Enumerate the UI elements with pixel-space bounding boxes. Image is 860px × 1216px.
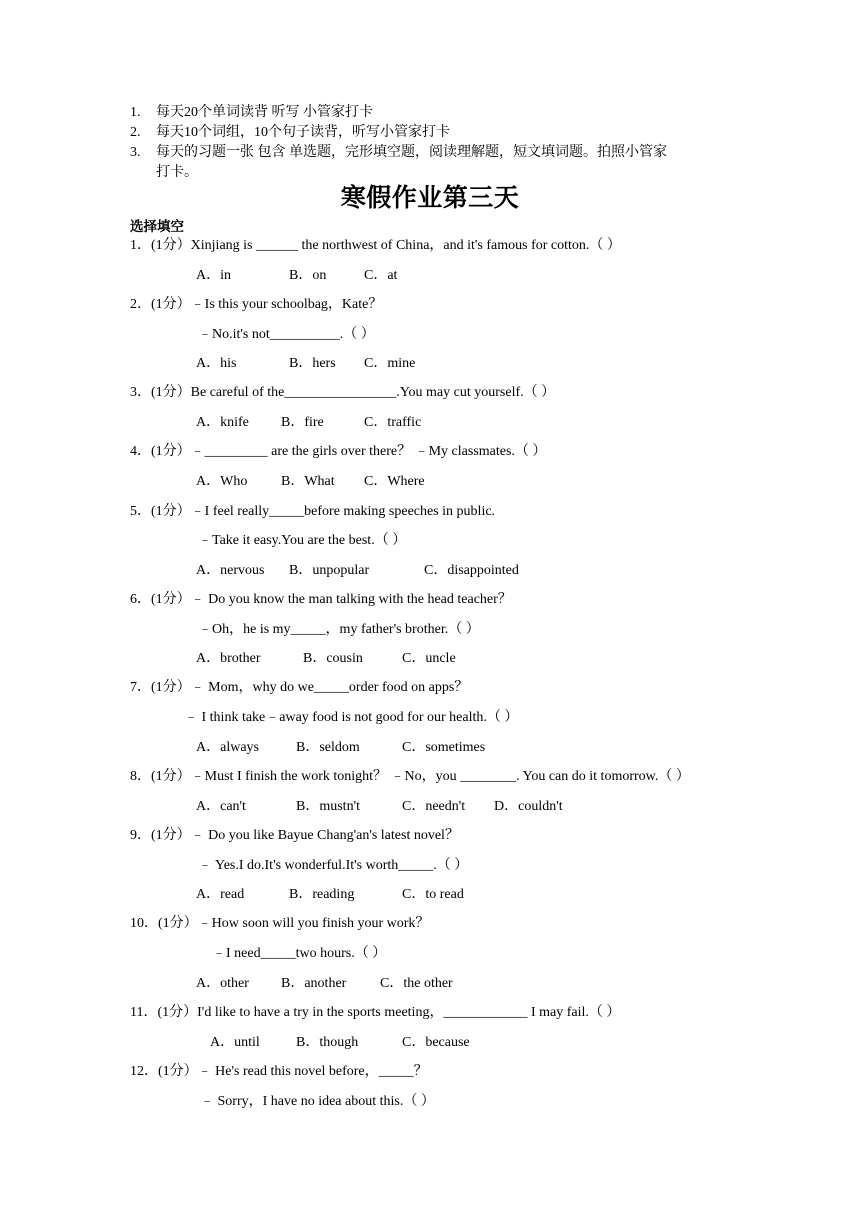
- option-c: C．sometimes: [402, 740, 486, 755]
- question-4-stem: 4．(1分）﹣_________ are the girls over there？ ﹣My classmates.（ ）: [130, 444, 547, 459]
- option-b: B．What: [281, 474, 335, 489]
- question-2-stem: 2．(1分）﹣Is this your schoolbag，Kate？: [130, 297, 383, 312]
- option-b: B．fire: [281, 415, 324, 430]
- option-c: C．traffic: [364, 415, 422, 430]
- option-a: A．brother: [196, 651, 261, 666]
- option-a: A．always: [196, 740, 259, 755]
- option-c: C．at: [364, 268, 398, 283]
- question-12-stem: 12．(1分）﹣ He's read this novel before，_____？: [130, 1064, 428, 1079]
- option-c: C．the other: [380, 976, 453, 991]
- option-b: B．reading: [289, 887, 355, 902]
- option-a: A．can't: [196, 799, 246, 814]
- question-3-stem: 3．(1分）Be careful of the________________.You may cut yourself.（ ）: [130, 385, 556, 400]
- option-a: A．his: [196, 356, 237, 371]
- intro-item-text: 每天20个单词读背 听写 小管家打卡: [156, 105, 373, 120]
- question-6-stem: 6．(1分）﹣ Do you know the man talking with the head teacher？: [130, 592, 512, 607]
- option-a: A．until: [210, 1035, 260, 1050]
- intro-item-3-continuation: 打卡。: [156, 165, 198, 180]
- option-c: C．uncle: [402, 651, 456, 666]
- option-b: B．on: [289, 268, 327, 283]
- option-a: A．Who: [196, 474, 248, 489]
- question-9-stem: 9．(1分）﹣ Do you like Bayue Chang'an's latest novel？: [130, 828, 459, 843]
- question-5-reply: ﹣Take it easy.You are the best.（ ）: [198, 533, 407, 548]
- question-5-stem: 5．(1分）﹣I feel really_____before making speeches in public.: [130, 504, 496, 519]
- intro-item-text: 每天10个词组，10个句子读背，听写小管家打卡: [156, 125, 450, 140]
- question-10-stem: 10．(1分）﹣How soon will you finish your work？: [130, 916, 430, 931]
- intro-item-1: [130, 104, 373, 122]
- option-b: B．hers: [289, 356, 336, 371]
- question-8-stem: 8．(1分）﹣Must I finish the work tonight？ ﹣No，you ________. You can do it tomorrow.（ ）: [130, 769, 690, 784]
- option-b: B．unpopular: [289, 563, 370, 578]
- question-9-reply: ﹣ Yes.I do.It's wonderful.It's worth_____.（ ）: [198, 858, 469, 873]
- option-c: C．disappointed: [424, 563, 519, 578]
- option-b: B．another: [281, 976, 347, 991]
- question-7-stem: 7．(1分）﹣ Mom，why do we_____order food on apps？: [130, 680, 469, 695]
- question-1-stem: 1．(1分）Xinjiang is ______ the northwest of China，and it's famous for cotton.（ ）: [130, 238, 621, 253]
- option-b: B．seldom: [296, 740, 360, 755]
- option-a: A．read: [196, 887, 245, 902]
- option-a: A．nervous: [196, 563, 265, 578]
- section-heading: 选择填空: [130, 219, 184, 234]
- question-6-reply: ﹣Oh，he is my_____，my father's brother.（ ）: [198, 622, 480, 637]
- option-a: A．in: [196, 268, 231, 283]
- option-c: C．needn't: [402, 799, 466, 814]
- option-a: A．knife: [196, 415, 249, 430]
- question-7-reply: ﹣ I think take﹣away food is not good for our health.（ ）: [184, 710, 519, 725]
- option-b: B．cousin: [303, 651, 363, 666]
- option-d: D．couldn't: [494, 799, 563, 814]
- intro-item-text: 每天的习题一张 包含 单选题，完形填空题，阅读理解题，短文填词题。拍照小管家: [156, 145, 667, 160]
- page-title: 寒假作业第三天: [340, 185, 520, 212]
- question-12-reply: ﹣ Sorry，I have no idea about this.（ ）: [200, 1094, 435, 1109]
- option-c: C．to read: [402, 887, 464, 902]
- intro-item-number: 2.: [130, 125, 141, 140]
- intro-item-3: [130, 144, 667, 162]
- intro-item-number: 1.: [130, 105, 141, 120]
- intro-item-2: [130, 124, 450, 142]
- option-b: B．mustn't: [296, 799, 360, 814]
- option-c: C．Where: [364, 474, 425, 489]
- option-a: A．other: [196, 976, 249, 991]
- option-c: C．mine: [364, 356, 416, 371]
- option-b: B．though: [296, 1035, 359, 1050]
- option-c: C．because: [402, 1035, 470, 1050]
- question-2-reply: ﹣No.it's not__________.（ ）: [198, 327, 375, 342]
- intro-item-number: 3.: [130, 145, 141, 160]
- question-10-reply: ﹣I need_____two hours.（ ）: [212, 946, 387, 961]
- question-11-stem: 11．(1分）I'd like to have a try in the sports meeting，____________ I may fail.（ ）: [130, 1005, 621, 1020]
